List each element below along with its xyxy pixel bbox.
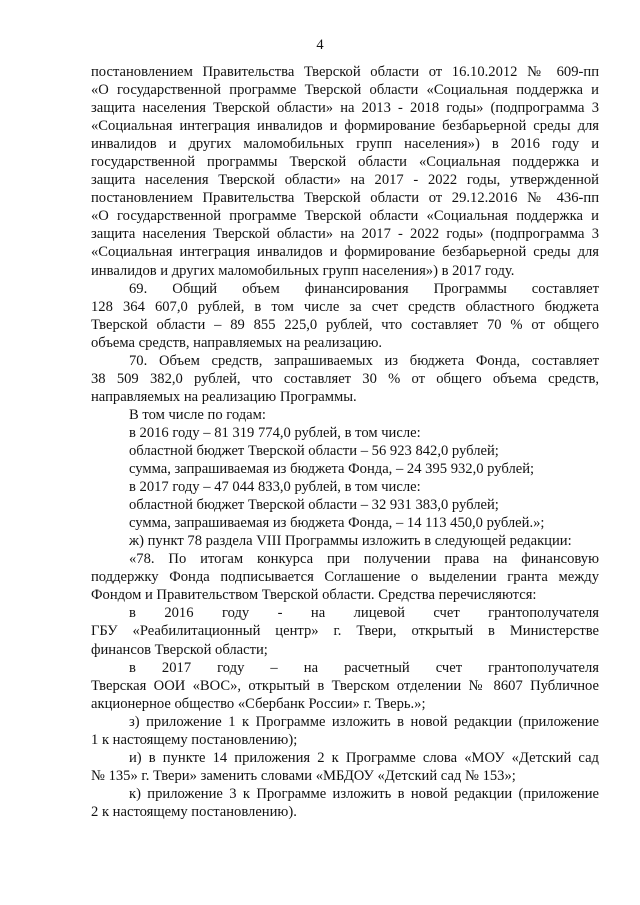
- text-line: 2 к настоящему постановлению).: [91, 803, 297, 820]
- text-line: областной бюджет Тверской области – 32 931 383,0 рублей;: [129, 497, 499, 514]
- text-line: «О государственной программе Тверской области «Социальная поддержка и: [91, 208, 599, 225]
- text-line: з) приложение 1 к Программе изложить в новой редакции (приложение: [129, 713, 599, 730]
- text-line: инвалидов и других маломобильных групп населения») в 2017 году.: [91, 262, 515, 279]
- text-line: В том числе по годам:: [129, 406, 266, 423]
- text-line: в 2016 году - на лицевой счет грантополучателя: [129, 605, 599, 622]
- document-body: [91, 63, 599, 821]
- text-line: № 135» г. Твери» заменить словами «МБДОУ «Детский сад № 153»;: [91, 767, 516, 784]
- text-line: «Социальная интеграция инвалидов и формирование безбарьерной среды для: [91, 244, 599, 261]
- text-line: к) приложение 3 к Программе изложить в новой редакции (приложение: [129, 785, 599, 802]
- text-line: 1 к настоящему постановлению);: [91, 731, 298, 748]
- text-line: инвалидов и других маломобильных групп населения») в 2016 году и: [91, 136, 599, 153]
- text-line: направляемых на реализацию Программы.: [91, 388, 357, 405]
- text-line: государственной программы Тверской области «Социальная поддержка и: [91, 154, 599, 171]
- text-line: сумма, запрашиваемая из бюджета Фонда, – 14 113 450,0 рублей.»;: [129, 515, 545, 532]
- text-line: финансов Тверской области;: [91, 641, 268, 658]
- text-line: ГБУ «Реабилитационный центр» г. Твери, открытый в Министерстве: [91, 623, 599, 640]
- text-line: и) в пункте 14 приложения 2 к Программе слова «МОУ «Детский сад: [129, 749, 599, 766]
- text-line: Тверской области – 89 855 225,0 рублей, что составляет 70 % от общего: [91, 316, 599, 333]
- text-line: 128 364 607,0 рублей, в том числе за счет средств областного бюджета: [91, 298, 599, 315]
- text-line: защита населения Тверской области» на 2017 - 2022 годы, утвержденной: [91, 172, 599, 189]
- text-line: акционерное общество «Сбербанк России» г. Тверь.»;: [91, 695, 426, 712]
- text-line: «Социальная интеграция инвалидов и формирование безбарьерной среды для: [91, 118, 599, 135]
- text-line: «78. По итогам конкурса при получении права на финансовую: [129, 551, 599, 568]
- text-line: в 2016 году – 81 319 774,0 рублей, в том числе:: [129, 424, 421, 441]
- text-line: постановлением Правительства Тверской области от 16.10.2012 № 609-пп: [91, 64, 599, 80]
- text-line: в 2017 году – 47 044 833,0 рублей, в том числе:: [129, 479, 421, 496]
- text-line: «О государственной программе Тверской области «Социальная поддержка и: [91, 82, 599, 99]
- text-line: областной бюджет Тверской области – 56 923 842,0 рублей;: [129, 442, 499, 459]
- text-line: 38 509 382,0 рублей, что составляет 30 % от общего объема средств,: [91, 370, 599, 387]
- text-line: поддержку Фонда подписывается Соглашение о выделении гранта между: [91, 569, 599, 586]
- text-line: Тверская ООИ «ВОС», открытый в Тверском отделении № 8607 Публичное: [91, 677, 599, 694]
- page-number: 4: [316, 37, 324, 53]
- text-line: ж) пункт 78 раздела VIII Программы изложить в следующей редакции:: [129, 533, 572, 550]
- text-line: 69. Общий объем финансирования Программы составляет: [129, 280, 599, 297]
- text-line: объема средств, направляемых на реализацию.: [91, 334, 383, 351]
- text-line: защита населения Тверской области» на 2017 - 2022 годы» (подпрограмма 3: [91, 226, 599, 243]
- text-line: Фондом и Правительством Тверской области. Средства перечисляются:: [91, 587, 537, 604]
- text-line: 70. Объем средств, запрашиваемых из бюджета Фонда, составляет: [129, 352, 599, 369]
- text-line: сумма, запрашиваемая из бюджета Фонда, – 24 395 932,0 рублей;: [129, 461, 535, 478]
- text-line: постановлением Правительства Тверской области от 29.12.2016 № 436-пп: [91, 190, 599, 207]
- text-line: защита населения Тверской области» на 2013 - 2018 годы» (подпрограмма 3: [91, 100, 599, 117]
- text-line: в 2017 году – на расчетный счет грантополучателя: [129, 659, 599, 676]
